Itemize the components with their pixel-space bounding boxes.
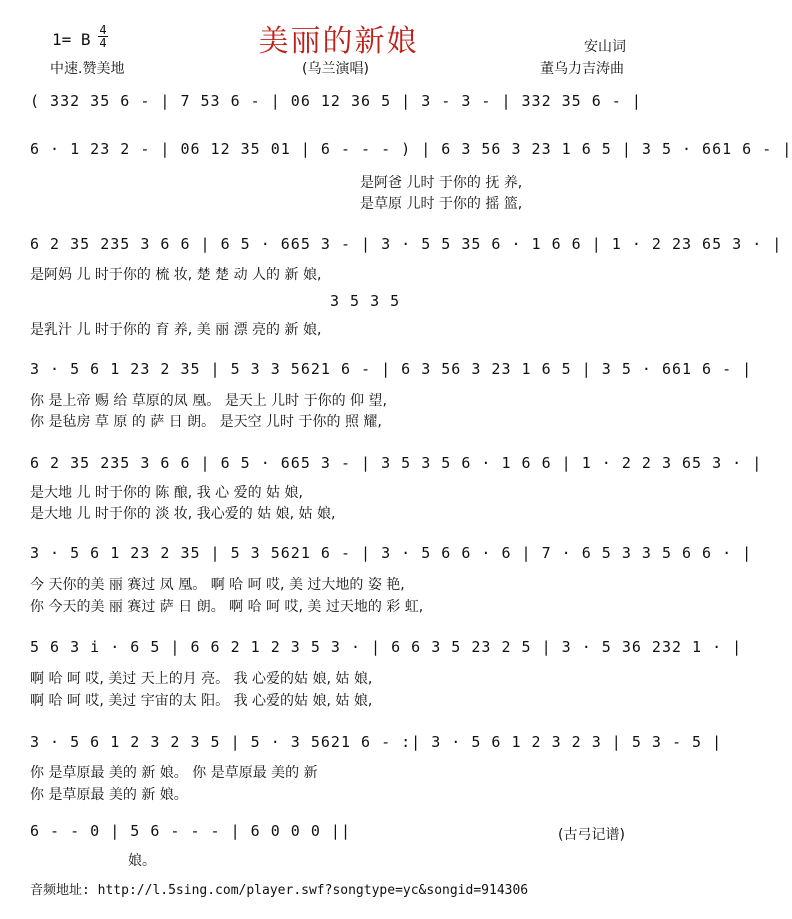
notes-line-7: 3 · 5 6 1 23 2 35 | 5 3 5621 6 - | 3 · 5 6 6 · 6 | 7 · 6 5 3 3 5 6 6 · | [30, 544, 753, 562]
notes-line-10: 6 - - 0 | 5 6 - - - | 6 0 0 0 || [30, 822, 351, 840]
notes-line-3: 6 2 35 235 3 6 6 | 6 5 · 665 3 - | 3 · 5 5 35 6 · 1 6 6 | 1 · 2 23 65 3 · | [30, 235, 783, 253]
scribe-credit: (古弓记谱) [558, 827, 625, 843]
time-signature-bottom: 4 [99, 36, 107, 50]
lyrics-line-7b: 你 今天的美 丽 赛过 萨 日 朗。 啊 哈 呵 哎, 美 过天地的 彩 虹, [30, 599, 424, 615]
lyrics-line-9a: 你 是草原最 美的 新 娘。 你 是草原最 美的 新 [30, 765, 318, 781]
song-title: 美丽的新娘 [258, 24, 419, 59]
lyrics-line-8a: 啊 哈 呵 哎, 美过 天上的月 亮。 我 心爱的姑 娘, 姑 娘, [30, 671, 373, 687]
tempo-marking: 中速.赞美地 [50, 61, 125, 77]
lyrics-line-2b: 是草原 儿时 于你的 摇 篮, [360, 196, 523, 212]
lyrics-line-5b: 你 是毡房 草 原 的 萨 日 朗。 是天空 儿时 于你的 照 耀, [30, 414, 382, 430]
time-signature [98, 24, 108, 49]
notes-line-4: 3 5 3 5 [330, 292, 401, 310]
notes-line-1: ( 332 35 6 - | 7 53 6 - | 06 12 36 5 | 3 - 3 - | 332 35 6 - | [30, 92, 642, 110]
notes-line-5: 3 · 5 6 1 23 2 35 | 5 3 3 5621 6 - | 6 3 56 3 23 1 6 5 | 3 5 · 661 6 - | [30, 360, 753, 378]
notes-line-8: 5 6 3 i · 6 5 | 6 6 2 1 2 3 5 3 · | 6 6 3 5 23 2 5 | 3 · 5 36 232 1 · | [30, 638, 743, 656]
lyrics-line-2a: 是阿爸 儿时 于你的 抚 养, [360, 175, 523, 191]
audio-link[interactable]: 音频地址: http://l.5sing.com/player.swf?songtype=yc&songid=914306 [30, 883, 529, 898]
lyrics-line-8b: 啊 哈 呵 哎, 美过 宇宙的太 阳。 我 心爱的姑 娘, 姑 娘, [30, 693, 373, 709]
lyrics-line-5a: 你 是上帝 赐 给 草原的凤 凰。 是天上 儿时 于你的 仰 望, [30, 393, 387, 409]
key-signature: 1= B [52, 30, 91, 49]
lyrics-line-4a: 是乳汁 儿 时于你的 育 养, 美 丽 漂 亮的 新 娘, [30, 322, 322, 338]
composer: 董乌力吉涛曲 [540, 61, 624, 77]
performer: (乌兰演唱) [302, 61, 369, 77]
time-signature-top: 4 [99, 23, 107, 37]
lyricist: 安山词 [584, 39, 626, 55]
notes-line-9: 3 · 5 6 1 2 3 2 3 5 | 5 · 3 5621 6 - :| 3 · 5 6 1 2 3 2 3 | 5 3 - 5 | [30, 733, 723, 751]
lyrics-line-9b: 你 是草原最 美的 新 娘。 [30, 787, 188, 803]
lyrics-line-3a: 是阿妈 儿 时于你的 梳 妆, 楚 楚 动 人的 新 娘, [30, 267, 322, 283]
lyrics-line-7a: 今 天你的美 丽 赛过 凤 凰。 啊 哈 呵 哎, 美 过大地的 姿 艳, [30, 577, 405, 593]
notes-line-6: 6 2 35 235 3 6 6 | 6 5 · 665 3 - | 3 5 3 5 6 · 1 6 6 | 1 · 2 2 3 65 3 · | [30, 454, 763, 472]
lyrics-line-6b: 是大地 儿 时于你的 淡 妆, 我心爱的 姑 娘, 姑 娘, [30, 506, 336, 522]
lyrics-line-10a: 娘。 [128, 853, 156, 869]
notes-line-2: 6 · 1 23 2 - | 06 12 35 01 | 6 - - - ) | 6 3 56 3 23 1 6 5 | 3 5 · 661 6 - | [30, 140, 792, 158]
lyrics-line-6a: 是大地 儿 时于你的 陈 酿, 我 心 爱的 姑 娘, [30, 485, 303, 501]
